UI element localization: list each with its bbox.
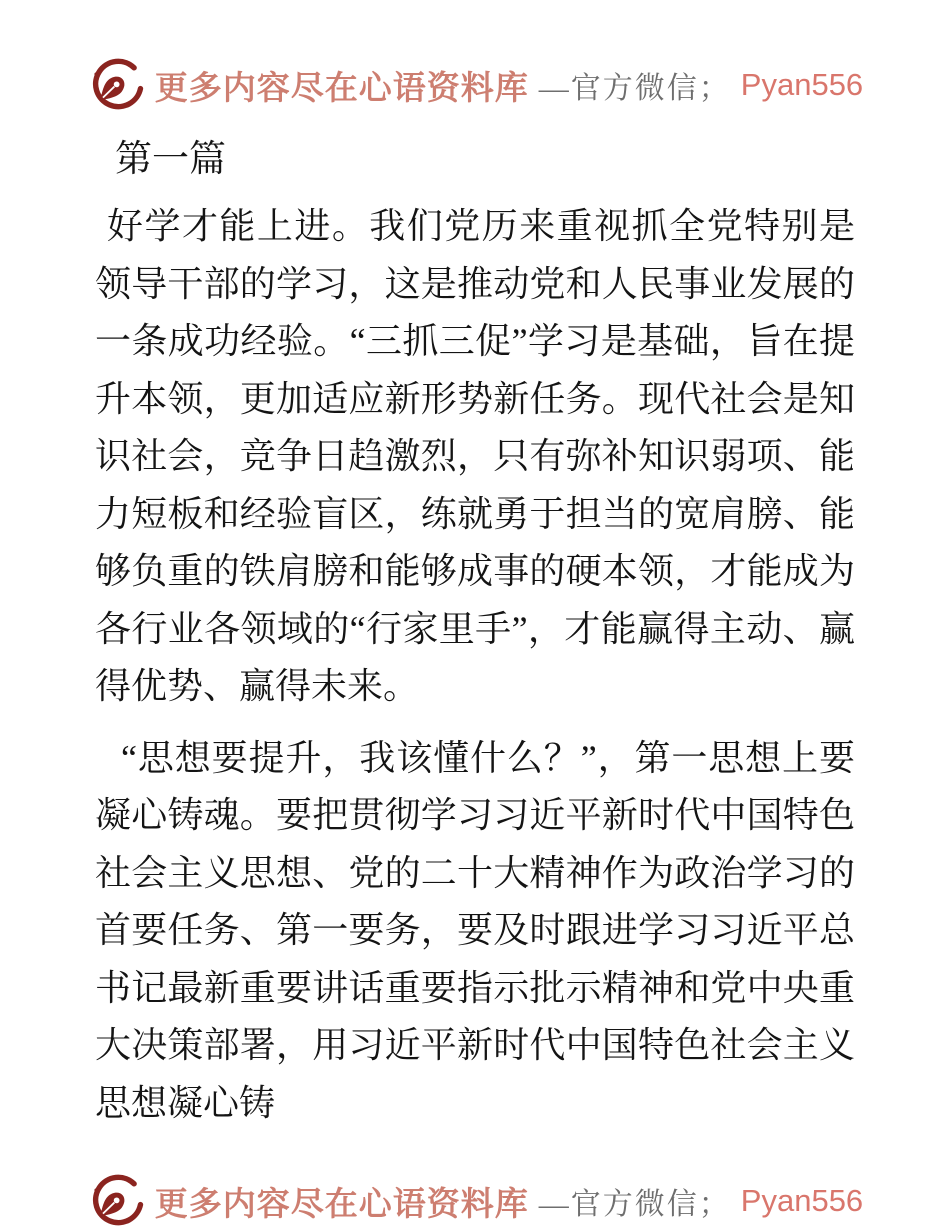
footer-brand-bar [0, 1172, 950, 1230]
brand-wechat-label: —官方微信； [538, 1188, 731, 1221]
brand-tagline: 更多内容尽在心语资料库 [154, 1186, 529, 1223]
section-title: 第一篇 [115, 139, 226, 180]
brand-wechat-id: Pyan556 [740, 1183, 864, 1218]
document-content [0, 134, 950, 1132]
pen-logo-icon [87, 1172, 145, 1230]
body-paragraph-1: 好学才能上进。我们党历来重视抓全党特别是领导干部的学习，这是推动党和人民事业发展的一条成功经验。“三抓三促”学习是基础，旨在提升本领，更加适应新形势新任务。现代社会是知识社会，竞争日趋激烈，只有弥补知识弱项、能力短板和经验盲区，练就勇于担当的宽肩膀、能够负重的铁肩膀和能够成事的硬本领，才能成为各行业各领域的“行家里手”，才能赢得主动、赢得优势、赢得未来。 [95, 206, 855, 706]
body-paragraph-2: “思想要提升，我该懂什么？”，第一思想上要凝心铸魂。要把贯彻学习习近平新时代中国特色社会主义思想、党的二十大精神作为政治学习的首要任务、第一要务，要及时跟进学习习近平总书记最新重要讲话重要指示批示精神和党中央重大决策部署，用习近平新时代中国特色社会主义思想凝心铸 [95, 737, 855, 1123]
brand-tagline: 更多内容尽在心语资料库 [154, 70, 529, 107]
header-brand-bar [0, 0, 950, 114]
brand-wechat-label: —官方微信； [538, 72, 731, 105]
brand-wechat-id: Pyan556 [740, 67, 864, 102]
pen-logo-icon [87, 56, 145, 114]
